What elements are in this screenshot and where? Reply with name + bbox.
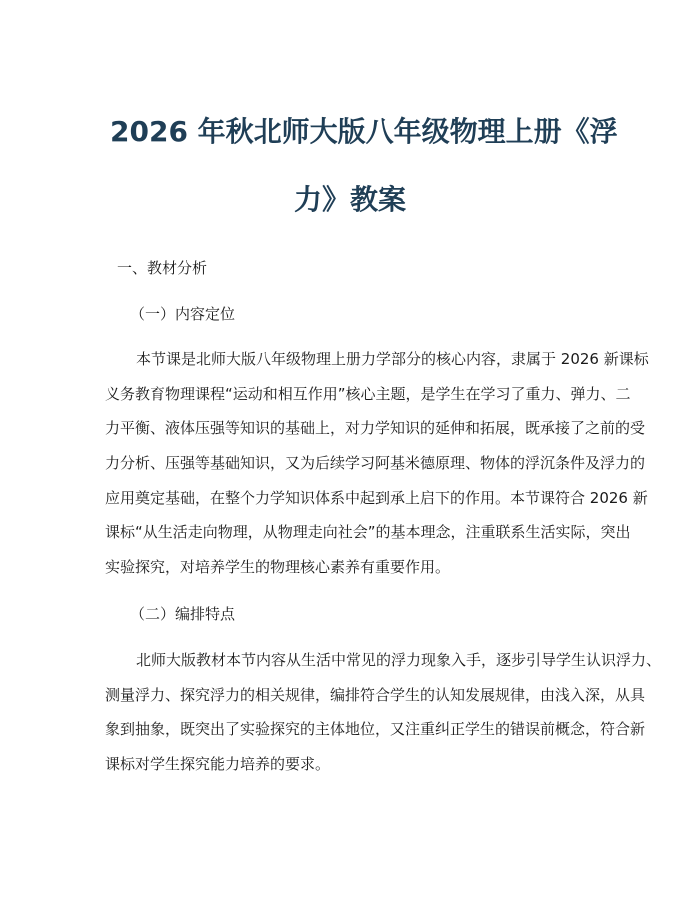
- paragraph-line: 应用奠定基础，在整个力学知识体系中起到承上启下的作用。本节课符合 2026 新: [105, 489, 648, 507]
- subsection-heading-positioning: （一）内容定位: [130, 305, 236, 323]
- paragraph-line: 象到抽象，既突出了实验探究的主体地位，又注重纠正学生的错误前概念，符合新: [105, 720, 646, 738]
- paragraph-line: 测量浮力、探究浮力的相关规律，编排符合学生的认知发展规律，由浅入深，从具: [105, 686, 646, 704]
- subsection-heading-features: （二）编排特点: [130, 605, 236, 623]
- paragraph-line: 北师大版教材本节内容从生活中常见的浮力现象入手，逐步引导学生认识浮力、: [136, 651, 662, 669]
- paragraph-line: 本节课是北师大版八年级物理上册力学部分的核心内容，隶属于 2026 新课标: [136, 350, 649, 368]
- document-title-line-2: 力》教案: [293, 183, 406, 216]
- paragraph-line: 课标“从生活走向物理，从物理走向社会”的基本理念，注重联系生活实际，突出: [105, 523, 631, 541]
- paragraph-line: 课标对学生探究能力培养的要求。: [105, 755, 331, 773]
- section-heading-analysis: 一、教材分析: [117, 259, 208, 277]
- paragraph-line: 力平衡、液体压强等知识的基础上，对力学知识的延伸和拓展，既承接了之前的受: [105, 419, 646, 437]
- document-title-line-1: 2026 年秋北师大版八年级物理上册《浮: [110, 115, 618, 148]
- paragraph-line: 实验探究，对培养学生的物理核心素养有重要作用。: [105, 558, 451, 576]
- paragraph-line: 义务教育物理课程“运动和相互作用”核心主题，是学生在学习了重力、弹力、二: [105, 385, 631, 403]
- paragraph-line: 力分析、压强等基础知识，又为后续学习阿基米德原理、物体的浮沉条件及浮力的: [105, 454, 646, 472]
